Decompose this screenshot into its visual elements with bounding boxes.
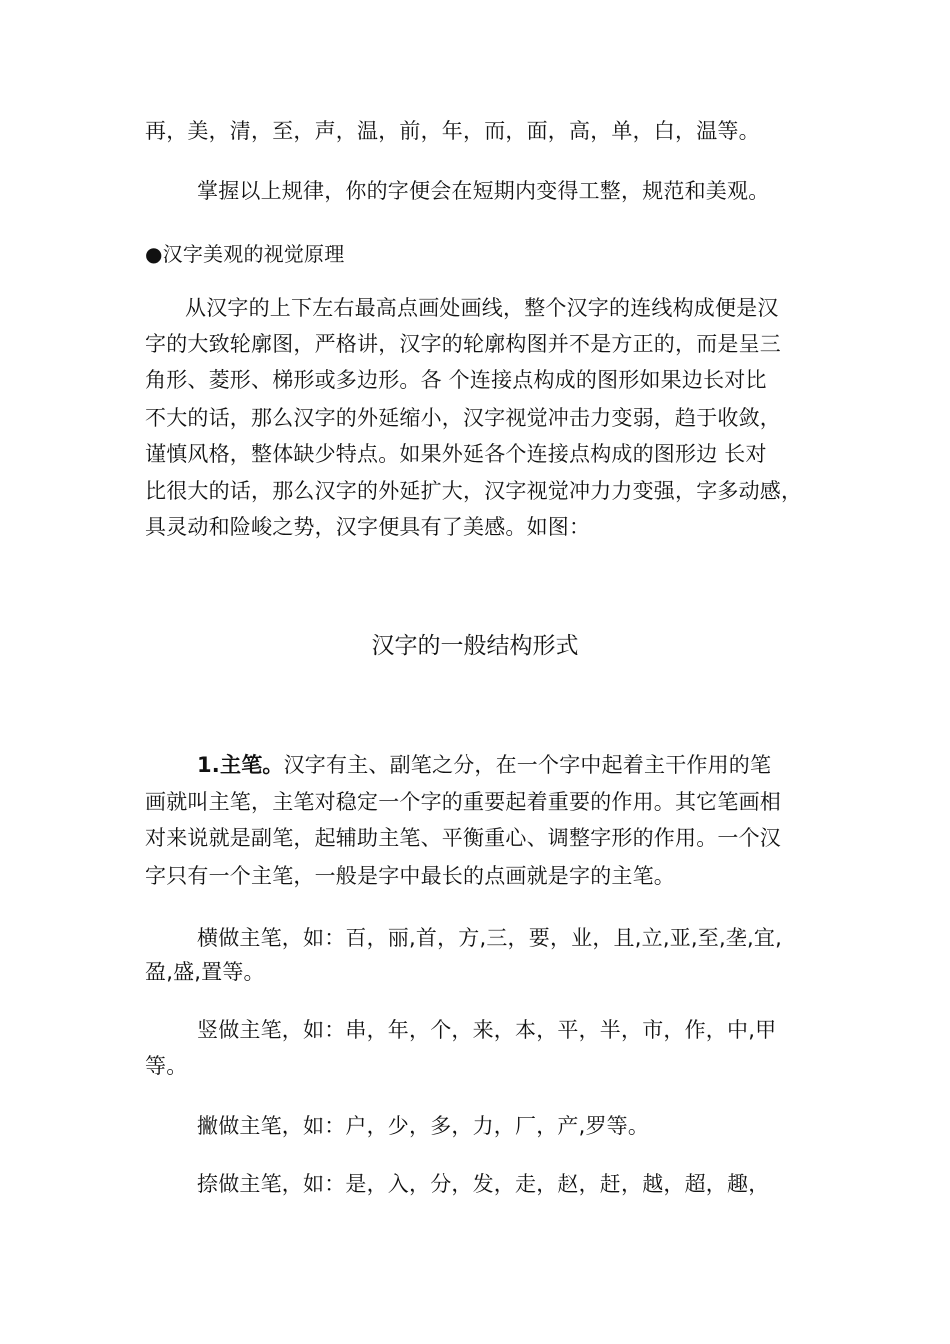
paragraph-line: 画就叫主笔，主笔对稳定一个字的重要起着重要的作用。其它笔画相 bbox=[145, 790, 781, 814]
section-heading: ●汉字美观的视觉原理 bbox=[145, 242, 345, 266]
section-title: 汉字的一般结构形式 bbox=[371, 633, 579, 659]
paragraph-line bbox=[145, 753, 867, 777]
paragraph-line: 竖做主笔，如：串，年，个，来，本，平，半，市，作，中,甲 bbox=[197, 1018, 777, 1042]
paragraph-line: 捺做主笔，如：是，入，分，发，走，赵，赶，越，超，趣， bbox=[197, 1172, 770, 1196]
paragraph-line: 横做主笔，如：百，丽,首，方,三，要，业，且,立,亚,至,垄,宜, bbox=[197, 926, 782, 950]
paragraph-line: 不大的话，那么汉字的外延缩小，汉字视觉冲击力变弱，趋于收敛， bbox=[145, 406, 781, 430]
numbered-heading: 1.主笔。 bbox=[197, 753, 284, 777]
paragraph-line: 字只有一个主笔，一般是字中最长的点画就是字的主笔。 bbox=[145, 864, 675, 888]
paragraph-line: 角形、菱形、梯形或多边形。各 个连接点构成的图形如果边长对比 bbox=[145, 368, 767, 392]
paragraph-line: 比很大的话，那么汉字的外延扩大，汉字视觉冲力力变强，字多动感， bbox=[145, 479, 803, 503]
paragraph-line: 掌握以上规律，你的字便会在短期内变得工整，规范和美观。 bbox=[197, 179, 770, 203]
paragraph-line: 对来说就是副笔，起辅助主笔、平衡重心、调整字形的作用。一个汉 bbox=[145, 826, 781, 850]
paragraph-text: 汉字有主、副笔之分，在一个字中起着主干作用的笔 bbox=[283, 753, 772, 777]
paragraph-line: 谨慎风格，整体缺少特点。如果外延各个连接点构成的图形边 长对 bbox=[145, 442, 767, 466]
paragraph-line: 盈,盛,置等。 bbox=[145, 960, 265, 984]
paragraph-line: 再，美，清，至，声，温，前，年，而，面，高，单，白，温等。 bbox=[145, 119, 760, 143]
paragraph-line: 具灵动和险峻之势，汉字便具有了美感。如图： bbox=[145, 515, 591, 539]
paragraph-line: 字的大致轮廓图，严格讲，汉字的轮廓构图并不是方正的，而是呈三 bbox=[145, 332, 781, 356]
paragraph-line: 等。 bbox=[145, 1054, 188, 1078]
paragraph-line: 从汉字的上下左右最高点画处画线，整个汉字的连线构成便是汉 bbox=[185, 296, 779, 320]
paragraph-line: 撇做主笔，如：户，少，多，力，厂，产,罗等。 bbox=[197, 1114, 650, 1138]
